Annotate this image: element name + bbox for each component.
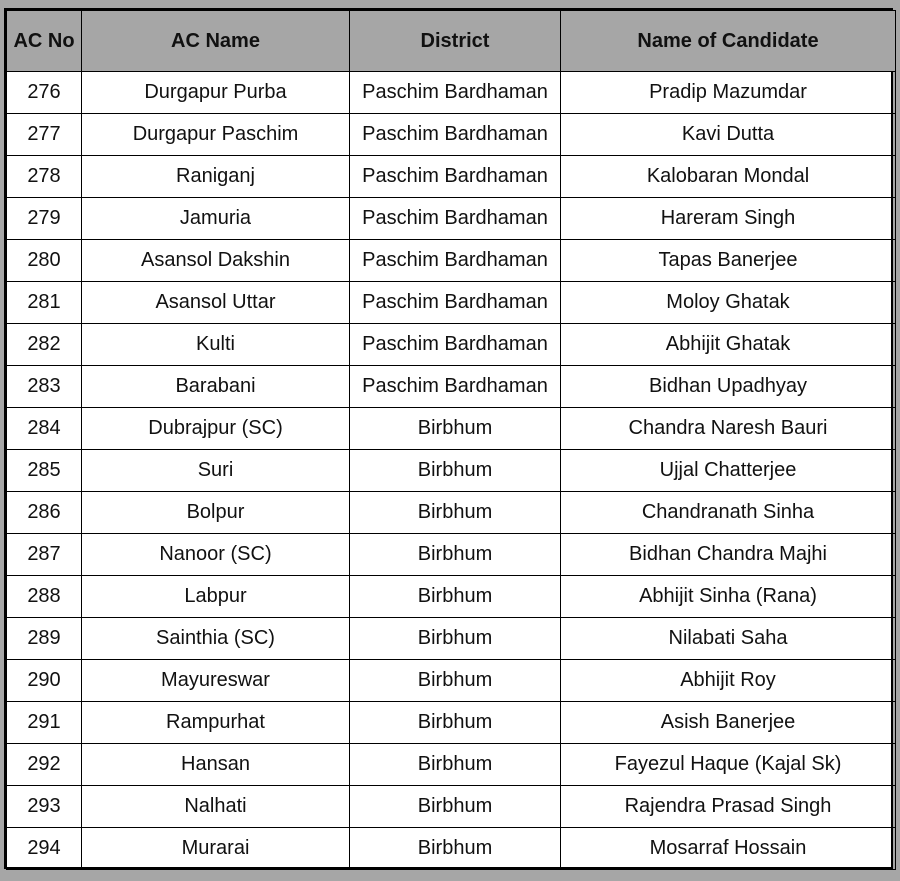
header-ac-name: AC Name	[82, 11, 350, 72]
ac-name-cell: Labpur	[82, 576, 350, 618]
table-row	[7, 450, 896, 492]
district-cell: Birbhum	[350, 786, 561, 828]
ac-name-cell: Durgapur Paschim	[82, 114, 350, 156]
ac-no-cell: 289	[7, 618, 82, 660]
candidate-name-cell: Bidhan Chandra Majhi	[561, 534, 896, 576]
ac-no-cell: 291	[7, 702, 82, 744]
ac-no-cell: 287	[7, 534, 82, 576]
district-cell: Birbhum	[350, 702, 561, 744]
ac-no-cell: 281	[7, 282, 82, 324]
ac-name-cell: Nanoor (SC)	[82, 534, 350, 576]
ac-no-cell: 283	[7, 366, 82, 408]
candidate-name-cell: Asish Banerjee	[561, 702, 896, 744]
ac-name-cell: Bolpur	[82, 492, 350, 534]
table-row	[7, 618, 896, 660]
candidate-name-cell: Kalobaran Mondal	[561, 156, 896, 198]
ac-name-cell: Durgapur Purba	[82, 72, 350, 114]
district-cell: Birbhum	[350, 576, 561, 618]
district-cell: Birbhum	[350, 534, 561, 576]
candidate-name-cell: Chandranath Sinha	[561, 492, 896, 534]
ac-name-cell: Kulti	[82, 324, 350, 366]
district-cell: Paschim Bardhaman	[350, 324, 561, 366]
ac-name-cell: Rampurhat	[82, 702, 350, 744]
ac-no-cell: 276	[7, 72, 82, 114]
ac-name-cell: Raniganj	[82, 156, 350, 198]
district-cell: Paschim Bardhaman	[350, 240, 561, 282]
ac-no-cell: 277	[7, 114, 82, 156]
candidate-name-cell: Rajendra Prasad Singh	[561, 786, 896, 828]
district-cell: Birbhum	[350, 828, 561, 870]
ac-name-cell: Suri	[82, 450, 350, 492]
district-cell: Paschim Bardhaman	[350, 282, 561, 324]
candidate-name-cell: Abhijit Sinha (Rana)	[561, 576, 896, 618]
header-ac-no: AC No	[7, 11, 82, 72]
table-row	[7, 156, 896, 198]
table-row	[7, 72, 896, 114]
candidate-name-cell: Ujjal Chatterjee	[561, 450, 896, 492]
table-row	[7, 240, 896, 282]
ac-no-cell: 285	[7, 450, 82, 492]
ac-no-cell: 282	[7, 324, 82, 366]
ac-no-cell: 290	[7, 660, 82, 702]
ac-name-cell: Nalhati	[82, 786, 350, 828]
candidate-table-frame	[4, 8, 893, 869]
district-cell: Birbhum	[350, 492, 561, 534]
table-row	[7, 324, 896, 366]
table-row	[7, 366, 896, 408]
table-row	[7, 492, 896, 534]
district-cell: Birbhum	[350, 408, 561, 450]
ac-name-cell: Asansol Uttar	[82, 282, 350, 324]
district-cell: Paschim Bardhaman	[350, 72, 561, 114]
ac-name-cell: Jamuria	[82, 198, 350, 240]
ac-name-cell: Sainthia (SC)	[82, 618, 350, 660]
candidate-name-cell: Pradip Mazumdar	[561, 72, 896, 114]
table-row	[7, 576, 896, 618]
candidate-name-cell: Bidhan Upadhyay	[561, 366, 896, 408]
ac-name-cell: Murarai	[82, 828, 350, 870]
table-row	[7, 702, 896, 744]
table-header	[7, 11, 896, 72]
district-cell: Paschim Bardhaman	[350, 198, 561, 240]
candidate-name-cell: Nilabati Saha	[561, 618, 896, 660]
candidate-name-cell: Chandra Naresh Bauri	[561, 408, 896, 450]
table-row	[7, 534, 896, 576]
table-row	[7, 660, 896, 702]
ac-no-cell: 280	[7, 240, 82, 282]
district-cell: Birbhum	[350, 618, 561, 660]
candidate-name-cell: Abhijit Ghatak	[561, 324, 896, 366]
ac-name-cell: Asansol Dakshin	[82, 240, 350, 282]
candidate-name-cell: Tapas Banerjee	[561, 240, 896, 282]
ac-no-cell: 292	[7, 744, 82, 786]
ac-name-cell: Mayureswar	[82, 660, 350, 702]
district-cell: Birbhum	[350, 660, 561, 702]
district-cell: Paschim Bardhaman	[350, 114, 561, 156]
ac-no-cell: 286	[7, 492, 82, 534]
header-candidate-name: Name of Candidate	[561, 11, 896, 72]
candidate-table	[6, 10, 896, 870]
table-row	[7, 744, 896, 786]
table-row	[7, 114, 896, 156]
district-cell: Birbhum	[350, 744, 561, 786]
table-row	[7, 828, 896, 870]
ac-no-cell: 278	[7, 156, 82, 198]
table-row	[7, 786, 896, 828]
table-row	[7, 282, 896, 324]
ac-name-cell: Dubrajpur (SC)	[82, 408, 350, 450]
district-cell: Birbhum	[350, 450, 561, 492]
candidate-name-cell: Kavi Dutta	[561, 114, 896, 156]
candidate-name-cell: Abhijit Roy	[561, 660, 896, 702]
ac-no-cell: 293	[7, 786, 82, 828]
district-cell: Paschim Bardhaman	[350, 156, 561, 198]
candidate-name-cell: Fayezul Haque (Kajal Sk)	[561, 744, 896, 786]
district-cell: Paschim Bardhaman	[350, 366, 561, 408]
header-district: District	[350, 11, 561, 72]
table-row	[7, 198, 896, 240]
ac-no-cell: 294	[7, 828, 82, 870]
table-row	[7, 408, 896, 450]
candidate-name-cell: Moloy Ghatak	[561, 282, 896, 324]
ac-no-cell: 288	[7, 576, 82, 618]
ac-no-cell: 279	[7, 198, 82, 240]
ac-name-cell: Hansan	[82, 744, 350, 786]
candidate-name-cell: Mosarraf Hossain	[561, 828, 896, 870]
table-body	[7, 72, 896, 870]
header-row	[7, 11, 896, 72]
candidate-name-cell: Hareram Singh	[561, 198, 896, 240]
ac-name-cell: Barabani	[82, 366, 350, 408]
ac-no-cell: 284	[7, 408, 82, 450]
